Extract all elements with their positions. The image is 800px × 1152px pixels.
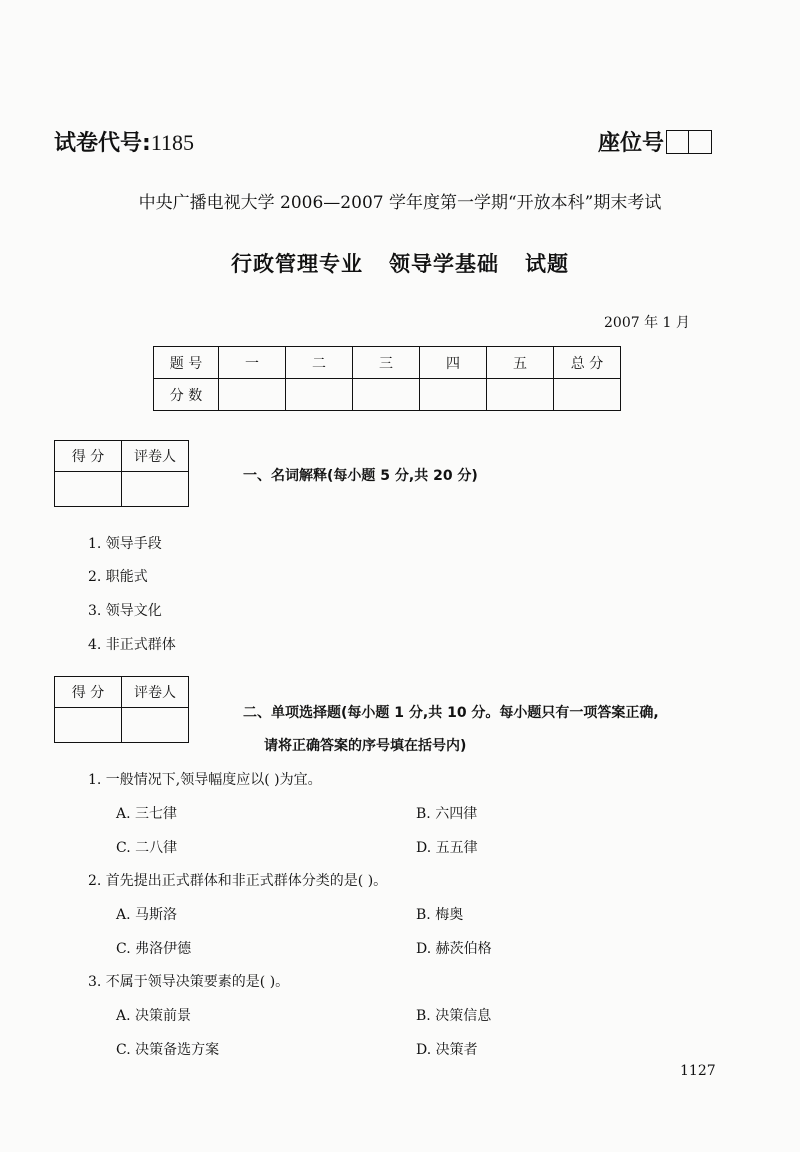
score-cell [353, 379, 420, 411]
section1-title: 一、名词解释(每小题 5 分,共 20 分) [243, 468, 478, 484]
question-option: B. 梅奥 [416, 907, 464, 923]
seat-box [689, 130, 712, 154]
subject-suffix: 试题 [525, 252, 569, 276]
grader-box-section1 [54, 440, 189, 507]
section1-item: 1. 领导手段 [88, 536, 162, 552]
paper-code [54, 126, 194, 157]
grader-score-label: 得 分 [55, 677, 122, 708]
score-table-col: 二 [286, 347, 353, 379]
seat-number-label: 座位号 [598, 131, 665, 156]
score-table-col: 三 [353, 347, 420, 379]
paper-code-label: 试卷代号: [54, 131, 151, 156]
score-table-col: 一 [219, 347, 286, 379]
score-cell [420, 379, 487, 411]
question-option: B. 决策信息 [416, 1008, 492, 1024]
section2-title-line2: 请将正确答案的序号填在括号内) [264, 738, 467, 754]
subject-course: 领导学基础 [389, 252, 499, 276]
score-cell [487, 379, 554, 411]
question-stem: 1. 一般情况下,领导幅度应以( )为宜。 [88, 772, 322, 788]
question-option: A. 决策前景 [116, 1008, 192, 1024]
grader-name-cell [122, 472, 189, 507]
exam-title: 中央广播电视大学 2006—2007 学年度第一学期“开放本科”期末考试 [138, 193, 662, 213]
paper-code-number: 1185 [150, 130, 194, 155]
score-table-header-row [154, 347, 621, 379]
seat-box [666, 130, 689, 154]
question-option: B. 六四律 [416, 806, 478, 822]
question-option: C. 二八律 [116, 840, 178, 856]
question-stem: 2. 首先提出正式群体和非正式群体分类的是( )。 [88, 873, 388, 889]
question-option: C. 弗洛伊德 [116, 941, 192, 957]
question-option: A. 马斯洛 [116, 907, 178, 923]
subject-title [0, 248, 800, 278]
seat-number-boxes [666, 130, 712, 154]
score-table-col: 五 [487, 347, 554, 379]
score-table-col: 四 [420, 347, 487, 379]
page-number: 1127 [680, 1063, 716, 1079]
section1-item: 3. 领导文化 [88, 603, 162, 619]
grader-score-cell [55, 708, 122, 743]
grader-name-label: 评卷人 [122, 441, 189, 472]
seat-number [598, 126, 712, 157]
grader-name-label: 评卷人 [122, 677, 189, 708]
question-option: A. 三七律 [116, 806, 178, 822]
score-table-score-row [154, 379, 621, 411]
score-table-row1-header: 题 号 [154, 347, 219, 379]
score-cell [219, 379, 286, 411]
score-table [153, 346, 621, 411]
question-option: C. 决策备选方案 [116, 1042, 220, 1058]
grader-score-cell [55, 472, 122, 507]
section1-item: 4. 非正式群体 [88, 637, 176, 653]
exam-date: 2007 年 1 月 [604, 315, 690, 331]
question-option: D. 赫茨伯格 [416, 941, 492, 957]
grader-box-section2 [54, 676, 189, 743]
section1-item: 2. 职能式 [88, 569, 148, 585]
section2-title-line1: 二、单项选择题(每小题 1 分,共 10 分。每小题只有一项答案正确, [243, 705, 659, 721]
score-table-col: 总 分 [554, 347, 621, 379]
question-option: D. 决策者 [416, 1042, 478, 1058]
grader-name-cell [122, 708, 189, 743]
score-cell [286, 379, 353, 411]
question-option: D. 五五律 [416, 840, 478, 856]
grader-score-label: 得 分 [55, 441, 122, 472]
score-table-row2-header: 分 数 [154, 379, 219, 411]
score-cell [554, 379, 621, 411]
question-stem: 3. 不属于领导决策要素的是( )。 [88, 974, 290, 990]
subject-major: 行政管理专业 [231, 252, 363, 276]
